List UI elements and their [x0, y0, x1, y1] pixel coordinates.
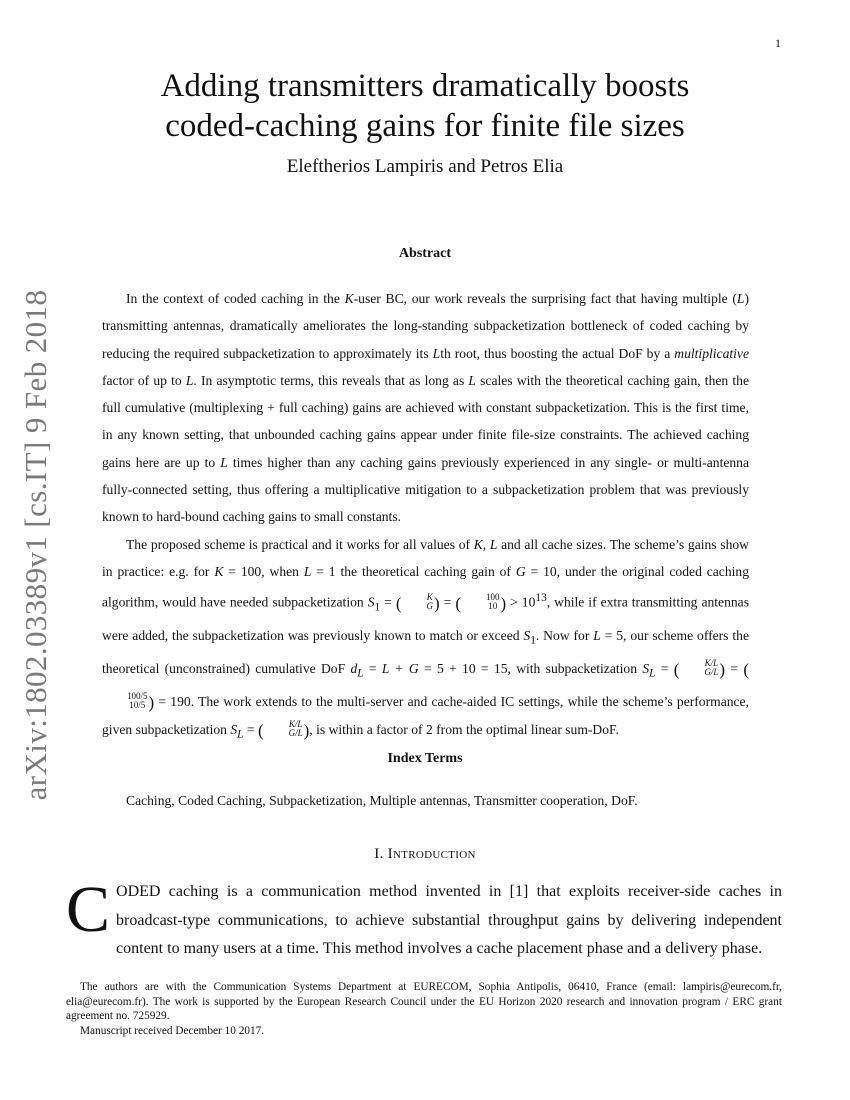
math-symbol: S [642, 660, 650, 676]
math-symbol: L [185, 372, 194, 388]
paper-title [100, 66, 750, 146]
text-run: = 190. The work extends to the multi-server and cache-aided IC settings, while the scheme’s performance, given subpacketization [102, 693, 749, 738]
abstract-heading: Abstract [398, 246, 452, 261]
footnote-affiliation: The authors are with the Communication Systems Department at EURECOM, Sophia Antipolis, 06410, France (email: lampiris@eurecom.fr, elia@eurecom.fr). The work is supported by the European Research Council under the EU Horizon 2020 research and innovation program / ERC grant agreement no. 725929. [66, 981, 782, 1022]
binomial-top: 100 [485, 591, 500, 602]
text-run: ) transmitting antennas, dramatically ameliorates the long-standing subpacketization bottleneck of coded caching by reducing the required subpacketization to approximately its [102, 291, 749, 361]
superscript: 13 [535, 592, 547, 605]
title-line-1: Adding transmitters dramatically boosts [160, 68, 690, 104]
math-symbol: L [432, 345, 441, 361]
binomial-bottom: G/L [288, 728, 303, 739]
math-symbol: L [593, 627, 601, 643]
text-run: . Now for [535, 627, 594, 643]
text-run: = [243, 722, 258, 738]
text-run: . In asymptotic terms, this reveals that as long as [193, 372, 469, 388]
math-symbol: K [344, 291, 354, 306]
text-run: The proposed scheme is practical and it works for all values of [126, 536, 474, 552]
emphasis: multiplicative [674, 345, 749, 361]
introduction-body [66, 873, 782, 964]
subscript: 1 [374, 601, 381, 614]
math-symbol: K, L [473, 536, 498, 552]
math-symbol: G [515, 563, 526, 579]
subscript: L [357, 667, 364, 680]
footnote-manuscript-date: Manuscript received December 10 2017. [80, 1024, 265, 1037]
math-symbol: S [230, 722, 238, 738]
binomial-top: K/L [288, 719, 303, 730]
text-run: times higher than any caching gains previously experienced in any single- or multi-antenna fully-connected setting, thus offering a multiplicative mitigation to a subpacketization problem that was previously known to hard-bound caching gains to small constants. [102, 454, 750, 525]
binomial [462, 593, 500, 611]
binomial-top: K/L [704, 657, 719, 668]
page-number: 1 [775, 36, 781, 50]
text-run: = [363, 660, 382, 676]
binomial-bottom: G [426, 600, 433, 611]
binomial-bottom: 10/5 [129, 699, 146, 710]
text-run: = 1 the theoretical caching gain of [311, 563, 516, 579]
introduction-paragraph [66, 873, 782, 964]
abstract-paragraph-2: The proposed scheme is practical and it works for all values of K, L and all cache sizes. The scheme’s gains show in practice: e.g. for K = 100, when L = 1 the theoretical caching gain of G = 10, under the original coded caching algorithm, would have needed subpacketization $S_1$ = ( K G ) = ( 100 10 ) > $10^{13}$, while if extra transmitting antennas were added, the subpacketization was previously known to match or exceed $S_1$. Now for L = 5, our scheme offers the theoretical (unconstrained) cumulative DoF $d_L = L + G = 5 + 10 = 15$, with subpacketization $S_L$ = ( K/L G/L ) = ( 100/5 10/5 ) = 190. The work extends to the multi-server and cache-aided IC settings, while the scheme’s performance, given subpacketization $S_L$ = ( K/L G/L ), is within a factor of 2 from the optimal linear sum-DoF. [102, 536, 750, 742]
math-symbol: L [736, 291, 745, 306]
subscript: 1 [530, 634, 536, 647]
math-symbol: S [523, 627, 531, 643]
binomial-top: 100/5 [127, 690, 148, 701]
text-run: and all cache sizes. The scheme’s gains show in practice: e.g. for [102, 536, 749, 579]
subscript: L [649, 667, 656, 680]
text-run: = [655, 660, 674, 676]
text-run: = [725, 660, 744, 676]
abstract-body [102, 285, 749, 749]
text-run: = [439, 594, 456, 610]
text-run: , is within a factor of 2 from the optimal linear sum-DoF. [309, 722, 619, 738]
text-run: = [380, 594, 396, 610]
footnote [66, 980, 782, 1038]
binomial [103, 692, 148, 710]
binomial-bottom: G/L [704, 666, 719, 677]
math-symbol: d [350, 660, 358, 676]
text-run: , while if extra transmitting antennas were added, the subpacketization was previously known to match or exceed [102, 594, 750, 643]
index-terms-heading: Index Terms [387, 751, 463, 766]
binomial [402, 593, 433, 611]
abstract-paragraph-1 [102, 285, 749, 531]
math-symbol: L [220, 454, 228, 470]
binomial [680, 659, 718, 677]
text-run: = 100, when [223, 563, 304, 579]
math-symbol: K [214, 563, 224, 579]
math-symbol: S [367, 594, 375, 610]
math-symbol: L [468, 372, 476, 388]
index-terms-text: Caching, Coded Caching, Subpacketization, Multiple antennas, Transmitter cooperation, DoF. [126, 793, 638, 808]
text-run: scales with the theoretical caching gain, then the full cumulative (multiplexing + full caching) gains are achieved with constant subpacketization. This is the first time, in any known setting, that unbounded caching gains appear under finite file-size constraints. The achieved caching gains here are up to [102, 372, 749, 470]
binomial [265, 720, 303, 738]
text-run: = 5 + 10 = 15, with subpacketization [418, 660, 643, 676]
text-run: ODED caching is a communication method invented in [1] that exploits receiver-side caches in broadcast-type communications, to achieve substantial throughput gains by delivering independent content to many users at a time. This method involves a cache placement phase and a delivery phase. [116, 883, 782, 957]
math-symbol: L + G [381, 660, 419, 676]
section-heading: I. Introduction [374, 846, 476, 862]
arxiv-identifier-text: arXiv:1802.03389v1 [cs.IT] 9 Feb 2018 [18, 289, 53, 801]
title-line-2: coded-caching gains for finite file sizes [165, 108, 685, 144]
binomial-top: K [426, 591, 433, 602]
text-run: > 10 [506, 594, 536, 610]
text-run: th root, thus boosting the actual DoF by a [440, 345, 675, 361]
text-run: In the context of coded caching in the [126, 291, 345, 306]
subscript: L [237, 729, 244, 742]
text-run: = 10, under the original coded caching algorithm, would have needed subpacketization [102, 563, 750, 610]
text-run: factor of up to [102, 372, 186, 388]
math-symbol: L [303, 563, 312, 579]
text-run: -user BC, our work reveals the surprising fact that having multiple ( [353, 291, 737, 306]
drop-cap: C [66, 873, 111, 946]
binomial-bottom: 10 [488, 600, 498, 611]
text-run: = 5, our scheme offers the theoretical (unconstrained) cumulative DoF [102, 627, 749, 676]
author-list: Eleftherios Lampiris and Petros Elia [286, 156, 564, 177]
